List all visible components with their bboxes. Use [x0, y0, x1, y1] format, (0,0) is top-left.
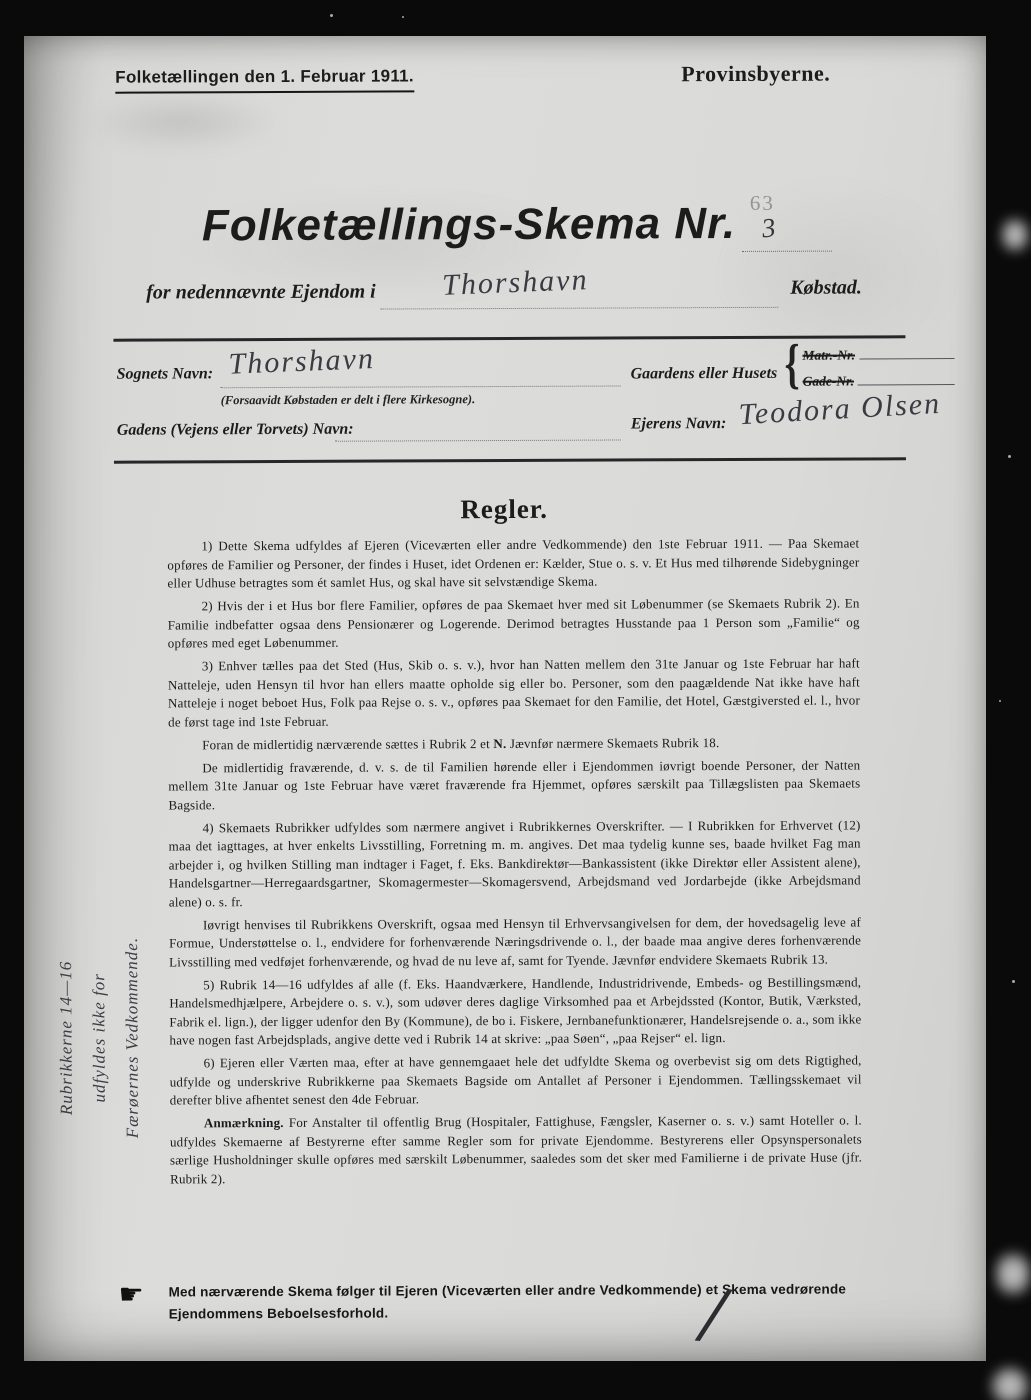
handwritten-margin-note [49, 888, 158, 1188]
rules-heading: Regler. [460, 493, 549, 525]
rule-paragraph: 4) Skemaets Rubrikker udfyldes som nærmere angivet i Rubrikkernes Overskrifter. — I Rubrikken for Erhvervet (12) maa det iagttages, at hver enkelts Livsstilling, Forretning m. m. angives. Det maa tydelig kunne ses, baade hvilket Fag man arbejder i, og hvilken Stilling man indtager i Faget, f. Eks. Bankdirektør—Bankassistent (ikke Direktør eller Assistent alene), Handelsgartner—Herregaardsgartner, Skomagermester—Skomagersvend, Arbejdsmand ved Jordarbejde (ikke Arbejdsmand alene) o. s. fr. [168, 816, 861, 909]
form-edition-label: Folketællingen den 1. Februar 1911. [115, 66, 414, 93]
film-speck [402, 16, 404, 18]
handwritten-schema-number: 3 [760, 212, 777, 244]
pointing-hand-icon: ☛ [118, 1279, 144, 1311]
handwritten-parish-name: Thorshavn [227, 342, 376, 381]
parish-name-label: Sognets Navn: [116, 365, 214, 383]
gade-nr-line [858, 372, 955, 385]
matr-nr-row [802, 346, 954, 364]
film-speck [1008, 455, 1011, 458]
handwritten-owner-name: Teodora Olsen [737, 386, 942, 432]
film-speck [330, 14, 333, 17]
farm-or-house-label: Gaardens eller Husets [630, 364, 778, 383]
margin-note-line: udfyldes ikke for [89, 973, 109, 1103]
ink-bleed-smudge [702, 174, 963, 375]
rule-paragraph: 5) Rubrik 14—16 udfyldes af alle (f. Eks. Haandværkere, Handlende, Industridrivende, Embeds- og Bestillingsmænd, Handelsmedhjælpere, Arbejdere o. s. v.), som udøver deres daglige Virksomhed paa et Arbejdssted (Kontor, Butik, Værksted, Fabrik el. lign.), der ligger udenfor den By (Kommune), de bo i. Fiskere, Jernbanefunktionærer, Handelsrejsende o. a., som ikke have nogen fast Arbejdsplads, angive dette ved i Rubrik 14 at skrive: „paa Søen“, „paa Rejser“ el. lign. [169, 973, 862, 1048]
margin-note-line: Færøernes Vedkommende. [122, 936, 142, 1139]
footer-note: Med nærværende Skema følger til Ejeren (Viceværten eller andre Vedkommende) et Skema vedrørende Ejendommens Beboelsesforhold. [168, 1281, 847, 1322]
street-fill-line [335, 417, 621, 441]
subtitle-prefix: for nedennævnte Ejendom i [146, 280, 376, 304]
matr-nr-line [859, 346, 955, 359]
rule-paragraph: 2) Hvis der i et Hus bor flere Familier, opføres de paa Skemaet hver med sit Løbenummer (se Skemaets Rubrik 2). En Familie indbefatter ogsaa dens Pensionærer og Logerende. Derimod betragtes Husstande paa 1 Person som „Familie“ og opføres med eget Løbenummer. [167, 595, 860, 651]
form-title: Folketællings-Skema Nr. [201, 198, 737, 251]
rule-paragraph: 1) Dette Skema udfyldes af Ejeren (Viceværten eller andre Vedkommende) den 1ste Februar 1911. — Paa Skemaet opføres de Familier og Personer, der findes i Huset, idet Ordenen er: Kælder, Stue o. s. v. Et Hus med tilhørende Sidebygninger eller Udhuse betragtes som ét samlet Hus, og skal have sit selvstændige Skema. [167, 535, 860, 591]
rule-paragraph: De midlertidig fraværende, d. v. s. de til Familien hørende eller i Ejendommen iøvrigt boende Personer, der Natten mellem 31te Januar og 1ste Februar have været fraværende fra Hjemmet, opføres særskilt paa Tillægslisten paa Skemaets Bagside. [168, 756, 861, 812]
rules-text-block [167, 534, 862, 1193]
census-form-page [24, 36, 986, 1361]
rule-paragraph: 6) Ejeren eller Værten maa, efter at have gennemgaaet hele det udfyldte Skema og overbevist sig om dets Rigtighed, udfylde og underskrive Rubrikkerne paa Skemaets Bagside om Antallet af Personer i Ejendommen. Tællingsskemaet vil derefter blive afhentet senest den 4de Februar. [169, 1052, 862, 1108]
handwritten-place: Thorshavn [441, 263, 590, 302]
film-speck [999, 700, 1001, 702]
form-title-row [201, 190, 777, 251]
film-artifact [1002, 215, 1028, 255]
gade-nr-label: Gade-Nr. [802, 373, 855, 389]
rule-paragraph: 3) Enhver tælles paa det Sted (Hus, Skib o. s. v.), hvor han Natten mellem den 31te Januar og 1ste Februar har haft Natteleje, uden Hensyn til hvor han ellers maatte opholde sig eller bo. Personer, som den paagældende Nat ikke have haft Natteleje i noget beboet Hus, Folk paa Rejse o. s. v., opføres paa Skemaet for den Familie, det Hotel, Gæstgiversted el. l., hvor de først tage ind 1ste Februar. [167, 655, 861, 729]
film-speck [1012, 980, 1015, 983]
margin-note-line: Rubrikkerne 14—16 [56, 960, 76, 1116]
matr-nr-label: Matr.-Nr. [802, 347, 856, 363]
horizontal-rule [114, 457, 906, 463]
owner-name-label: Ejerens Navn: [630, 415, 727, 433]
rule-paragraph: Anmærkning. For Anstalter til offentlig Brug (Hospitaler, Fattighuse, Fængsler, Kaserner o. s. v.) samt Hoteller o. l. udfyldes Skemaerne af Bestyrerne efter samme Regler som for private Ejendomme. Bestyrerens eller Opsynspersonalets særlige Husholdninger skulle opføres med særskilt Løbenummer, saaledes som det sker med Familierne i de private Huse (jfr. Rubrik 2). [169, 1112, 863, 1186]
rule-paragraph: Foran de midlertidig nærværende sættes i Rubrik 2 et N. Jævnfør nærmere Skemaets Rubrik 18. [202, 734, 720, 752]
handwritten-pen-stroke: / [698, 1274, 729, 1354]
stamped-number-ghost: 63 [749, 190, 775, 215]
film-artifact [996, 1248, 1030, 1300]
ink-bleed-smudge [81, 92, 281, 153]
subtitle-suffix: Købstad. [790, 276, 862, 299]
street-name-label: Gadens (Vejens eller Torvets) Navn: [116, 420, 354, 439]
brace-glyph: { [784, 334, 800, 396]
film-artifact [990, 1366, 1030, 1400]
region-label: Provinsbyerne. [681, 60, 831, 87]
rule-paragraph: Iøvrigt henvises til Rubrikkens Overskrift, ogsaa med Hensyn til Erhvervsangivelsen for dem, der hovedsagelig leve af Formue, Understøttelse o. l., endvidere for forhenværende Næringsdrivende o. l., der baade maa angive deres forhenværende Livsstilling med vedføjet forhenværende, og hvad de nu leve af, samt for Tyende. Jævnfør endvidere Skemaets Rubrik 13. [169, 913, 862, 969]
parish-footnote: (Forsaavidt Købstaden er delt i flere Kirkesogne). [220, 392, 476, 408]
